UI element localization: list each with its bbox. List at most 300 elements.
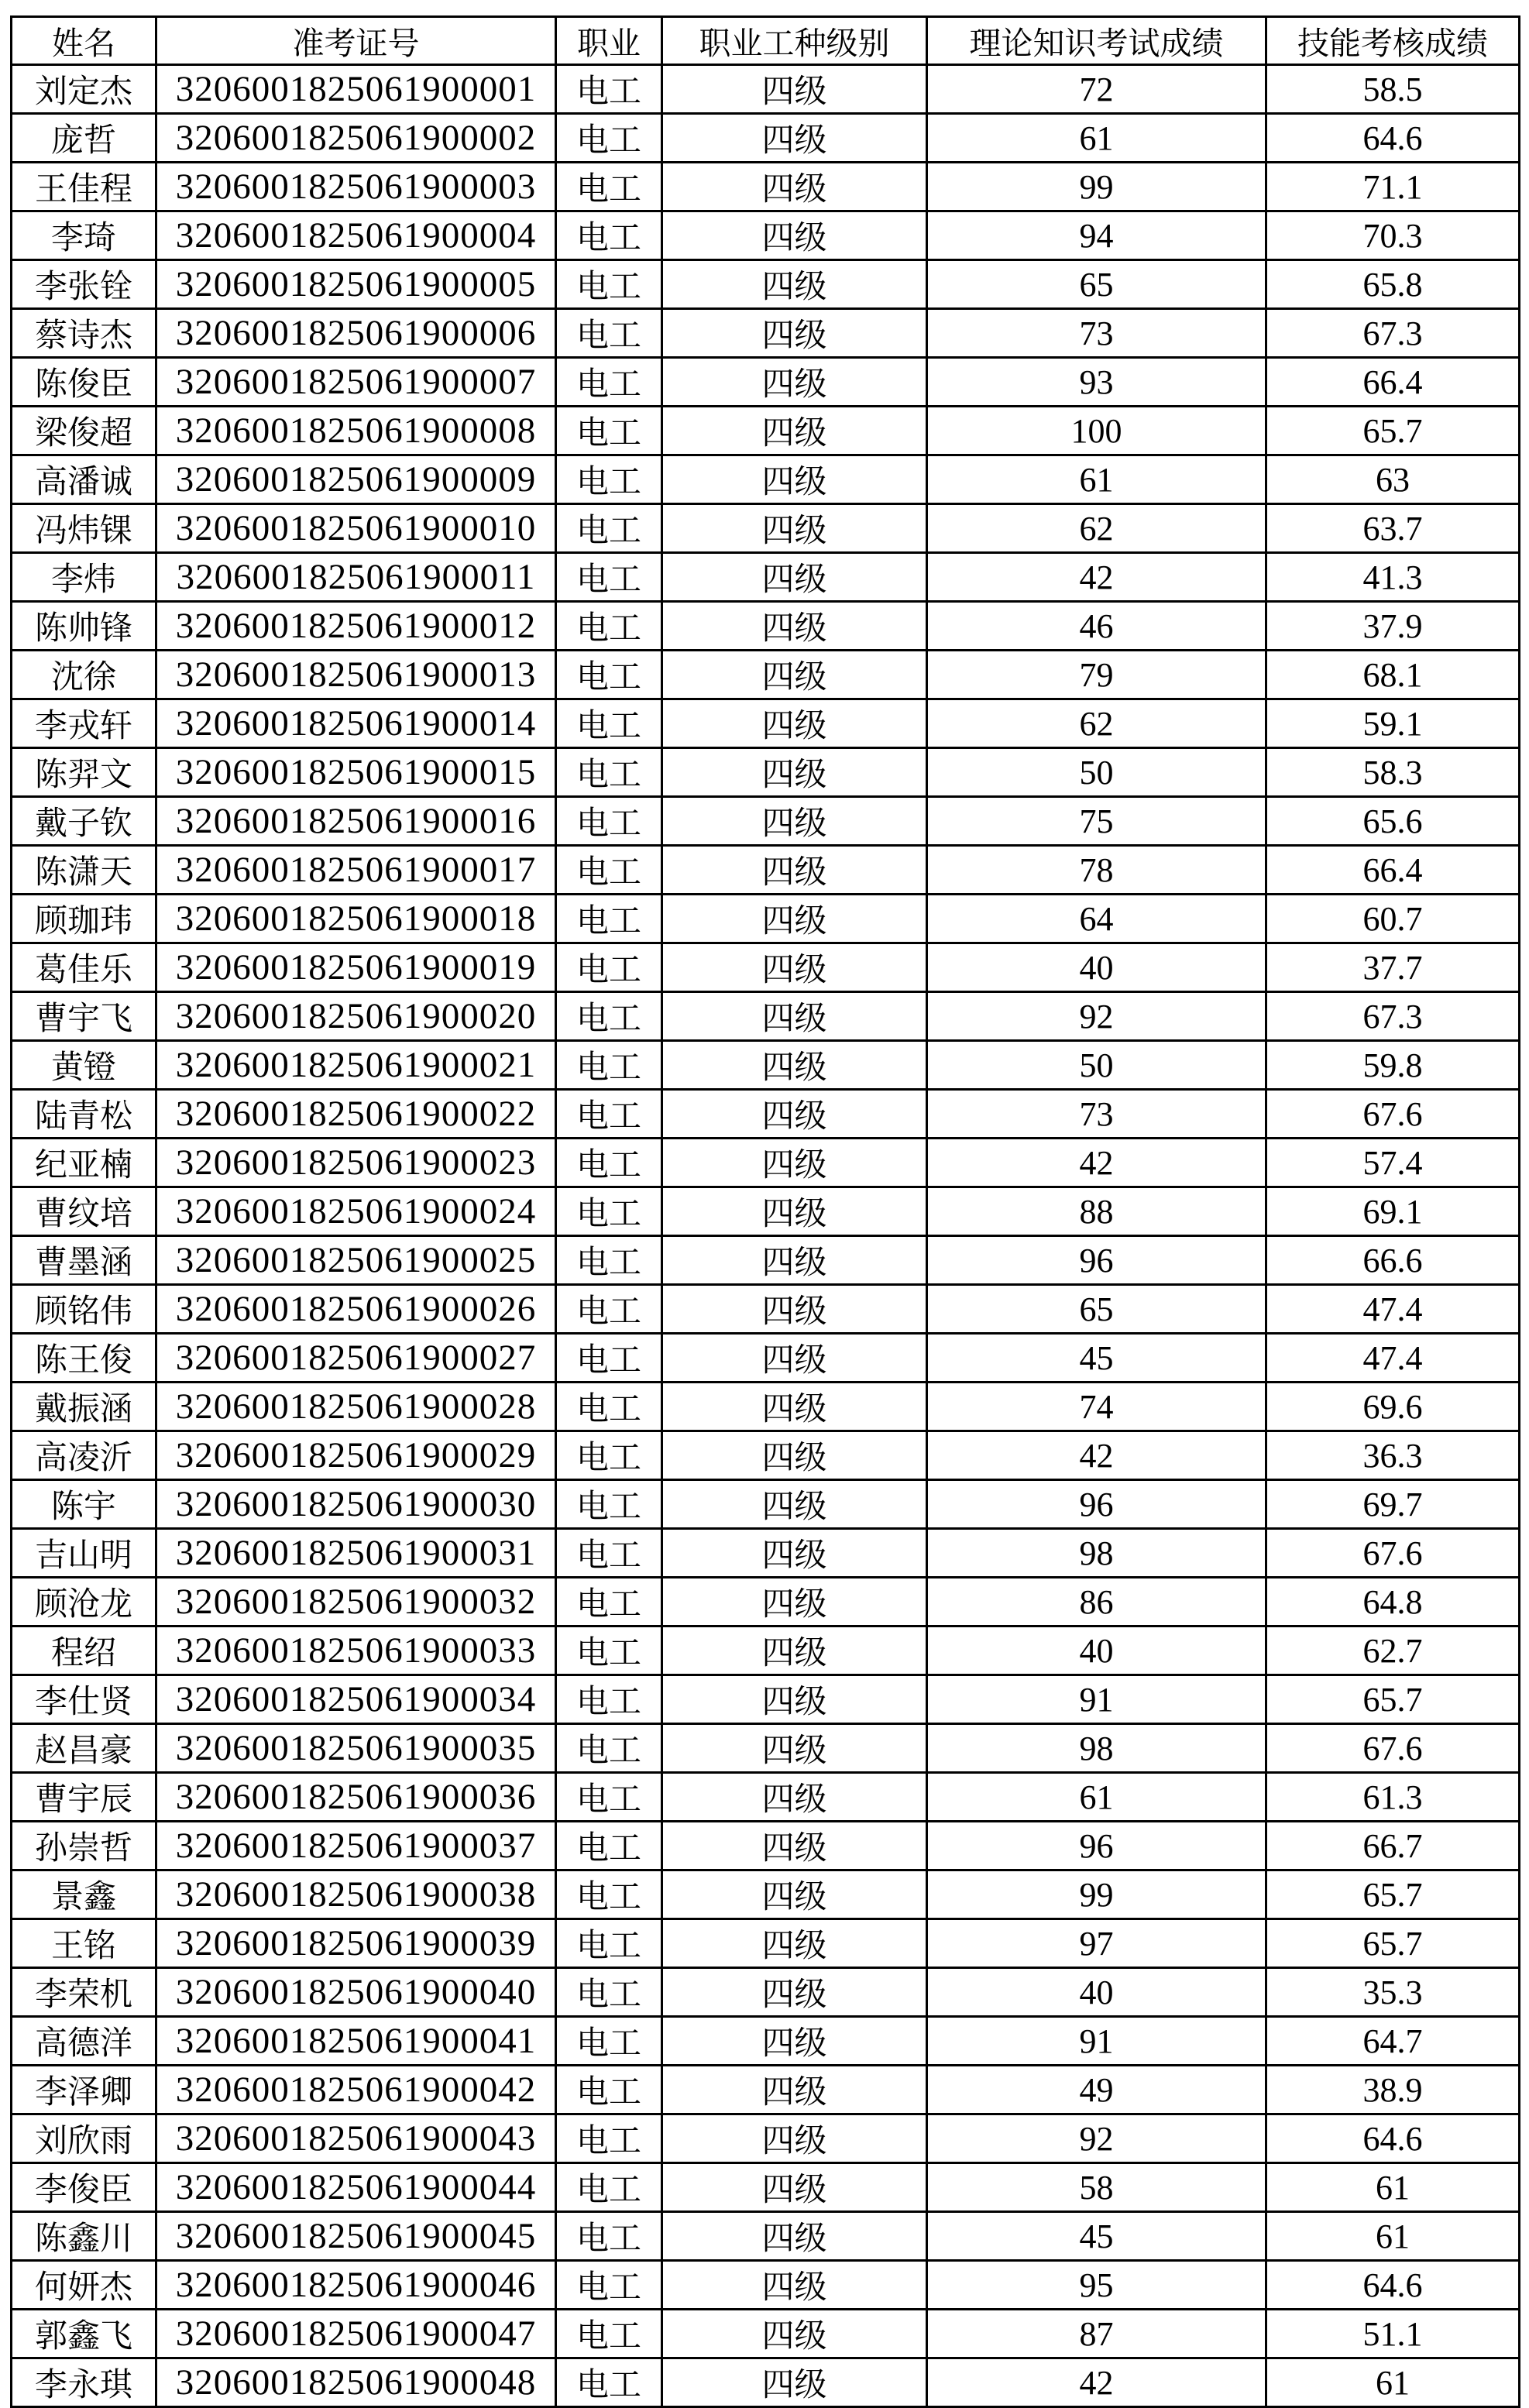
table-row	[12, 2163, 1520, 2212]
cell-exam-id: 3206001825061900010	[156, 504, 556, 553]
cell-theory-score: 92	[927, 2114, 1266, 2163]
cell-theory-score: 62	[927, 504, 1266, 553]
cell-occupation: 电工	[556, 553, 662, 602]
cell-name: 刘欣雨	[12, 2114, 156, 2163]
cell-occupation: 电工	[556, 1773, 662, 1822]
cell-level: 四级	[662, 797, 927, 846]
cell-level: 四级	[662, 1529, 927, 1578]
cell-exam-id: 3206001825061900043	[156, 2114, 556, 2163]
cell-skill-score: 65.8	[1266, 260, 1520, 309]
cell-level: 四级	[662, 1968, 927, 2017]
cell-occupation: 电工	[556, 699, 662, 748]
cell-exam-id: 3206001825061900046	[156, 2261, 556, 2310]
cell-skill-score: 65.7	[1266, 1870, 1520, 1919]
cell-occupation: 电工	[556, 260, 662, 309]
cell-theory-score: 61	[927, 114, 1266, 163]
cell-name: 何妍杰	[12, 2261, 156, 2310]
table-row	[12, 65, 1520, 114]
cell-level: 四级	[662, 1773, 927, 1822]
cell-name: 刘定杰	[12, 65, 156, 114]
cell-level: 四级	[662, 2066, 927, 2114]
cell-skill-score: 67.3	[1266, 992, 1520, 1041]
table-row	[12, 1187, 1520, 1236]
cell-theory-score: 93	[927, 358, 1266, 407]
cell-theory-score: 92	[927, 992, 1266, 1041]
cell-occupation: 电工	[556, 1578, 662, 1627]
cell-skill-score: 41.3	[1266, 553, 1520, 602]
cell-skill-score: 51.1	[1266, 2310, 1520, 2358]
cell-theory-score: 45	[927, 1334, 1266, 1383]
cell-theory-score: 42	[927, 1139, 1266, 1187]
column-header-skill-score: 技能考核成绩	[1266, 17, 1520, 65]
cell-theory-score: 78	[927, 846, 1266, 895]
cell-occupation: 电工	[556, 1968, 662, 2017]
table-row	[12, 1480, 1520, 1529]
cell-name: 沈徐	[12, 651, 156, 699]
cell-occupation: 电工	[556, 504, 662, 553]
cell-skill-score: 61	[1266, 2358, 1520, 2407]
cell-theory-score: 97	[927, 1919, 1266, 1968]
cell-theory-score: 58	[927, 2163, 1266, 2212]
cell-occupation: 电工	[556, 1529, 662, 1578]
cell-theory-score: 42	[927, 553, 1266, 602]
cell-occupation: 电工	[556, 1334, 662, 1383]
cell-exam-id: 3206001825061900015	[156, 748, 556, 797]
cell-skill-score: 61.3	[1266, 1773, 1520, 1822]
cell-skill-score: 36.3	[1266, 1431, 1520, 1480]
table-row	[12, 1383, 1520, 1431]
cell-skill-score: 66.4	[1266, 358, 1520, 407]
cell-skill-score: 70.3	[1266, 211, 1520, 260]
cell-level: 四级	[662, 1480, 927, 1529]
cell-theory-score: 42	[927, 1431, 1266, 1480]
cell-theory-score: 87	[927, 2310, 1266, 2358]
cell-level: 四级	[662, 309, 927, 358]
cell-level: 四级	[662, 114, 927, 163]
cell-skill-score: 68.1	[1266, 651, 1520, 699]
cell-theory-score: 49	[927, 2066, 1266, 2114]
cell-skill-score: 37.7	[1266, 943, 1520, 992]
cell-level: 四级	[662, 1285, 927, 1334]
cell-theory-score: 74	[927, 1383, 1266, 1431]
table-row	[12, 895, 1520, 943]
cell-exam-id: 3206001825061900030	[156, 1480, 556, 1529]
cell-skill-score: 64.7	[1266, 2017, 1520, 2066]
cell-name: 陈羿文	[12, 748, 156, 797]
cell-skill-score: 61	[1266, 2212, 1520, 2261]
cell-name: 程绍	[12, 1627, 156, 1675]
cell-exam-id: 3206001825061900027	[156, 1334, 556, 1383]
cell-theory-score: 91	[927, 1675, 1266, 1724]
table-row	[12, 2358, 1520, 2407]
cell-skill-score: 65.7	[1266, 1675, 1520, 1724]
cell-level: 四级	[662, 2163, 927, 2212]
cell-level: 四级	[662, 2017, 927, 2066]
cell-name: 葛佳乐	[12, 943, 156, 992]
table-row	[12, 1870, 1520, 1919]
cell-occupation: 电工	[556, 1187, 662, 1236]
cell-occupation: 电工	[556, 1675, 662, 1724]
cell-exam-id: 3206001825061900007	[156, 358, 556, 407]
cell-skill-score: 59.1	[1266, 699, 1520, 748]
cell-occupation: 电工	[556, 2261, 662, 2310]
cell-exam-id: 3206001825061900002	[156, 114, 556, 163]
cell-occupation: 电工	[556, 1870, 662, 1919]
cell-theory-score: 46	[927, 602, 1266, 651]
cell-occupation: 电工	[556, 2358, 662, 2407]
cell-skill-score: 64.8	[1266, 1578, 1520, 1627]
table-row	[12, 1578, 1520, 1627]
cell-exam-id: 3206001825061900011	[156, 553, 556, 602]
cell-level: 四级	[662, 211, 927, 260]
cell-theory-score: 40	[927, 1627, 1266, 1675]
cell-name: 陈王俊	[12, 1334, 156, 1383]
cell-level: 四级	[662, 2261, 927, 2310]
cell-occupation: 电工	[556, 1139, 662, 1187]
cell-name: 陈俊臣	[12, 358, 156, 407]
cell-theory-score: 95	[927, 2261, 1266, 2310]
table-row	[12, 1822, 1520, 1870]
table-row	[12, 553, 1520, 602]
cell-occupation: 电工	[556, 2212, 662, 2261]
cell-occupation: 电工	[556, 2114, 662, 2163]
cell-skill-score: 47.4	[1266, 1285, 1520, 1334]
cell-theory-score: 72	[927, 65, 1266, 114]
cell-theory-score: 40	[927, 1968, 1266, 2017]
cell-theory-score: 50	[927, 1041, 1266, 1090]
cell-skill-score: 64.6	[1266, 114, 1520, 163]
cell-level: 四级	[662, 455, 927, 504]
cell-skill-score: 67.6	[1266, 1724, 1520, 1773]
cell-skill-score: 65.6	[1266, 797, 1520, 846]
cell-name: 戴振涵	[12, 1383, 156, 1431]
cell-level: 四级	[662, 1870, 927, 1919]
cell-theory-score: 64	[927, 895, 1266, 943]
cell-level: 四级	[662, 1724, 927, 1773]
cell-occupation: 电工	[556, 1822, 662, 1870]
cell-occupation: 电工	[556, 1431, 662, 1480]
cell-level: 四级	[662, 943, 927, 992]
cell-name: 李泽卿	[12, 2066, 156, 2114]
cell-name: 李戎轩	[12, 699, 156, 748]
table-row	[12, 1139, 1520, 1187]
cell-exam-id: 3206001825061900045	[156, 2212, 556, 2261]
cell-skill-score: 67.6	[1266, 1090, 1520, 1139]
cell-name: 李仕贤	[12, 1675, 156, 1724]
cell-theory-score: 86	[927, 1578, 1266, 1627]
cell-exam-id: 3206001825061900033	[156, 1627, 556, 1675]
table-row	[12, 602, 1520, 651]
table-row	[12, 260, 1520, 309]
cell-theory-score: 98	[927, 1724, 1266, 1773]
cell-skill-score: 58.5	[1266, 65, 1520, 114]
cell-level: 四级	[662, 1578, 927, 1627]
cell-occupation: 电工	[556, 1480, 662, 1529]
cell-theory-score: 88	[927, 1187, 1266, 1236]
cell-exam-id: 3206001825061900034	[156, 1675, 556, 1724]
table-row	[12, 309, 1520, 358]
cell-occupation: 电工	[556, 114, 662, 163]
cell-exam-id: 3206001825061900038	[156, 1870, 556, 1919]
cell-level: 四级	[662, 1627, 927, 1675]
cell-name: 王佳程	[12, 163, 156, 211]
cell-theory-score: 50	[927, 748, 1266, 797]
cell-skill-score: 66.7	[1266, 1822, 1520, 1870]
cell-level: 四级	[662, 651, 927, 699]
cell-level: 四级	[662, 748, 927, 797]
cell-name: 庞哲	[12, 114, 156, 163]
cell-skill-score: 59.8	[1266, 1041, 1520, 1090]
cell-skill-score: 65.7	[1266, 407, 1520, 455]
cell-occupation: 电工	[556, 651, 662, 699]
table-row	[12, 1675, 1520, 1724]
cell-occupation: 电工	[556, 211, 662, 260]
table-row	[12, 1724, 1520, 1773]
cell-exam-id: 3206001825061900037	[156, 1822, 556, 1870]
cell-skill-score: 63	[1266, 455, 1520, 504]
table-row	[12, 992, 1520, 1041]
cell-occupation: 电工	[556, 1236, 662, 1285]
cell-exam-id: 3206001825061900036	[156, 1773, 556, 1822]
cell-exam-id: 3206001825061900016	[156, 797, 556, 846]
cell-exam-id: 3206001825061900026	[156, 1285, 556, 1334]
cell-level: 四级	[662, 1431, 927, 1480]
cell-occupation: 电工	[556, 1919, 662, 1968]
cell-level: 四级	[662, 2114, 927, 2163]
cell-level: 四级	[662, 1822, 927, 1870]
table-row	[12, 2114, 1520, 2163]
cell-occupation: 电工	[556, 797, 662, 846]
column-header-name: 姓名	[12, 17, 156, 65]
cell-occupation: 电工	[556, 992, 662, 1041]
cell-level: 四级	[662, 1041, 927, 1090]
cell-level: 四级	[662, 2358, 927, 2407]
cell-name: 高凌沂	[12, 1431, 156, 1480]
cell-exam-id: 3206001825061900048	[156, 2358, 556, 2407]
column-header-level: 职业工种级别	[662, 17, 927, 65]
table-row	[12, 1773, 1520, 1822]
cell-skill-score: 37.9	[1266, 602, 1520, 651]
cell-skill-score: 35.3	[1266, 1968, 1520, 2017]
cell-occupation: 电工	[556, 1383, 662, 1431]
cell-skill-score: 67.6	[1266, 1529, 1520, 1578]
cell-exam-id: 3206001825061900028	[156, 1383, 556, 1431]
header-row	[12, 17, 1520, 65]
cell-level: 四级	[662, 1187, 927, 1236]
cell-occupation: 电工	[556, 943, 662, 992]
cell-skill-score: 69.1	[1266, 1187, 1520, 1236]
cell-name: 景鑫	[12, 1870, 156, 1919]
cell-exam-id: 3206001825061900014	[156, 699, 556, 748]
cell-name: 曹宇飞	[12, 992, 156, 1041]
cell-exam-id: 3206001825061900006	[156, 309, 556, 358]
cell-exam-id: 3206001825061900003	[156, 163, 556, 211]
cell-exam-id: 3206001825061900008	[156, 407, 556, 455]
cell-exam-id: 3206001825061900017	[156, 846, 556, 895]
table-row	[12, 1968, 1520, 2017]
table-row	[12, 1236, 1520, 1285]
cell-occupation: 电工	[556, 1724, 662, 1773]
cell-exam-id: 3206001825061900019	[156, 943, 556, 992]
cell-name: 李琦	[12, 211, 156, 260]
cell-skill-score: 66.6	[1266, 1236, 1520, 1285]
table-row	[12, 455, 1520, 504]
cell-exam-id: 3206001825061900022	[156, 1090, 556, 1139]
cell-name: 曹纹培	[12, 1187, 156, 1236]
cell-exam-id: 3206001825061900001	[156, 65, 556, 114]
cell-name: 吉山明	[12, 1529, 156, 1578]
cell-name: 李荣机	[12, 1968, 156, 2017]
cell-exam-id: 3206001825061900018	[156, 895, 556, 943]
cell-level: 四级	[662, 65, 927, 114]
cell-level: 四级	[662, 358, 927, 407]
cell-level: 四级	[662, 1919, 927, 1968]
cell-level: 四级	[662, 1334, 927, 1383]
table-row	[12, 1529, 1520, 1578]
cell-name: 李炜	[12, 553, 156, 602]
cell-skill-score: 61	[1266, 2163, 1520, 2212]
table-row	[12, 1285, 1520, 1334]
cell-skill-score: 65.7	[1266, 1919, 1520, 1968]
cell-skill-score: 60.7	[1266, 895, 1520, 943]
cell-occupation: 电工	[556, 1090, 662, 1139]
cell-occupation: 电工	[556, 358, 662, 407]
cell-theory-score: 42	[927, 2358, 1266, 2407]
cell-name: 李俊臣	[12, 2163, 156, 2212]
cell-theory-score: 96	[927, 1822, 1266, 1870]
table-row	[12, 1627, 1520, 1675]
cell-level: 四级	[662, 553, 927, 602]
table-row	[12, 114, 1520, 163]
cell-name: 曹墨涵	[12, 1236, 156, 1285]
cell-skill-score: 47.4	[1266, 1334, 1520, 1383]
cell-level: 四级	[662, 2212, 927, 2261]
cell-theory-score: 98	[927, 1529, 1266, 1578]
cell-name: 陈潇天	[12, 846, 156, 895]
table-row	[12, 2017, 1520, 2066]
cell-occupation: 电工	[556, 602, 662, 651]
cell-exam-id: 3206001825061900042	[156, 2066, 556, 2114]
cell-exam-id: 3206001825061900023	[156, 1139, 556, 1187]
table-row	[12, 2310, 1520, 2358]
cell-exam-id: 3206001825061900029	[156, 1431, 556, 1480]
cell-skill-score: 57.4	[1266, 1139, 1520, 1187]
cell-level: 四级	[662, 846, 927, 895]
cell-skill-score: 67.3	[1266, 309, 1520, 358]
cell-skill-score: 69.6	[1266, 1383, 1520, 1431]
cell-exam-id: 3206001825061900035	[156, 1724, 556, 1773]
cell-exam-id: 3206001825061900040	[156, 1968, 556, 2017]
cell-name: 王铭	[12, 1919, 156, 1968]
cell-occupation: 电工	[556, 1627, 662, 1675]
cell-occupation: 电工	[556, 2163, 662, 2212]
cell-name: 李张铨	[12, 260, 156, 309]
cell-exam-id: 3206001825061900021	[156, 1041, 556, 1090]
cell-theory-score: 100	[927, 407, 1266, 455]
cell-theory-score: 96	[927, 1480, 1266, 1529]
table-row	[12, 797, 1520, 846]
cell-exam-id: 3206001825061900047	[156, 2310, 556, 2358]
cell-level: 四级	[662, 895, 927, 943]
table-row	[12, 211, 1520, 260]
cell-name: 顾铭伟	[12, 1285, 156, 1334]
cell-name: 顾珈玮	[12, 895, 156, 943]
cell-theory-score: 65	[927, 1285, 1266, 1334]
cell-level: 四级	[662, 2310, 927, 2358]
table-row	[12, 1090, 1520, 1139]
table-row	[12, 407, 1520, 455]
table-row	[12, 1431, 1520, 1480]
cell-name: 冯炜锞	[12, 504, 156, 553]
score-table	[10, 15, 1520, 2408]
cell-skill-score: 64.6	[1266, 2261, 1520, 2310]
cell-name: 顾沧龙	[12, 1578, 156, 1627]
cell-occupation: 电工	[556, 65, 662, 114]
cell-name: 陆青松	[12, 1090, 156, 1139]
table-row	[12, 1041, 1520, 1090]
cell-level: 四级	[662, 602, 927, 651]
table-row	[12, 504, 1520, 553]
cell-skill-score: 71.1	[1266, 163, 1520, 211]
table-row	[12, 1919, 1520, 1968]
cell-name: 陈鑫川	[12, 2212, 156, 2261]
cell-exam-id: 3206001825061900044	[156, 2163, 556, 2212]
table-row	[12, 846, 1520, 895]
cell-occupation: 电工	[556, 2066, 662, 2114]
table-row	[12, 943, 1520, 992]
cell-theory-score: 91	[927, 2017, 1266, 2066]
cell-level: 四级	[662, 1383, 927, 1431]
cell-name: 梁俊超	[12, 407, 156, 455]
cell-level: 四级	[662, 1139, 927, 1187]
cell-exam-id: 3206001825061900020	[156, 992, 556, 1041]
cell-skill-score: 66.4	[1266, 846, 1520, 895]
cell-exam-id: 3206001825061900012	[156, 602, 556, 651]
cell-theory-score: 40	[927, 943, 1266, 992]
table-row	[12, 651, 1520, 699]
cell-skill-score: 38.9	[1266, 2066, 1520, 2114]
cell-exam-id: 3206001825061900041	[156, 2017, 556, 2066]
cell-exam-id: 3206001825061900039	[156, 1919, 556, 1968]
cell-exam-id: 3206001825061900032	[156, 1578, 556, 1627]
cell-level: 四级	[662, 1675, 927, 1724]
cell-level: 四级	[662, 163, 927, 211]
cell-exam-id: 3206001825061900009	[156, 455, 556, 504]
cell-exam-id: 3206001825061900005	[156, 260, 556, 309]
table-row	[12, 699, 1520, 748]
cell-level: 四级	[662, 1090, 927, 1139]
cell-occupation: 电工	[556, 407, 662, 455]
cell-level: 四级	[662, 992, 927, 1041]
cell-skill-score: 58.3	[1266, 748, 1520, 797]
table-row	[12, 1334, 1520, 1383]
cell-theory-score: 94	[927, 211, 1266, 260]
cell-theory-score: 99	[927, 163, 1266, 211]
cell-skill-score: 64.6	[1266, 2114, 1520, 2163]
cell-name: 孙崇哲	[12, 1822, 156, 1870]
cell-theory-score: 61	[927, 1773, 1266, 1822]
table-row	[12, 2212, 1520, 2261]
cell-occupation: 电工	[556, 895, 662, 943]
cell-occupation: 电工	[556, 2310, 662, 2358]
cell-exam-id: 3206001825061900013	[156, 651, 556, 699]
cell-theory-score: 45	[927, 2212, 1266, 2261]
cell-level: 四级	[662, 504, 927, 553]
cell-theory-score: 79	[927, 651, 1266, 699]
cell-exam-id: 3206001825061900025	[156, 1236, 556, 1285]
cell-occupation: 电工	[556, 1041, 662, 1090]
cell-theory-score: 62	[927, 699, 1266, 748]
